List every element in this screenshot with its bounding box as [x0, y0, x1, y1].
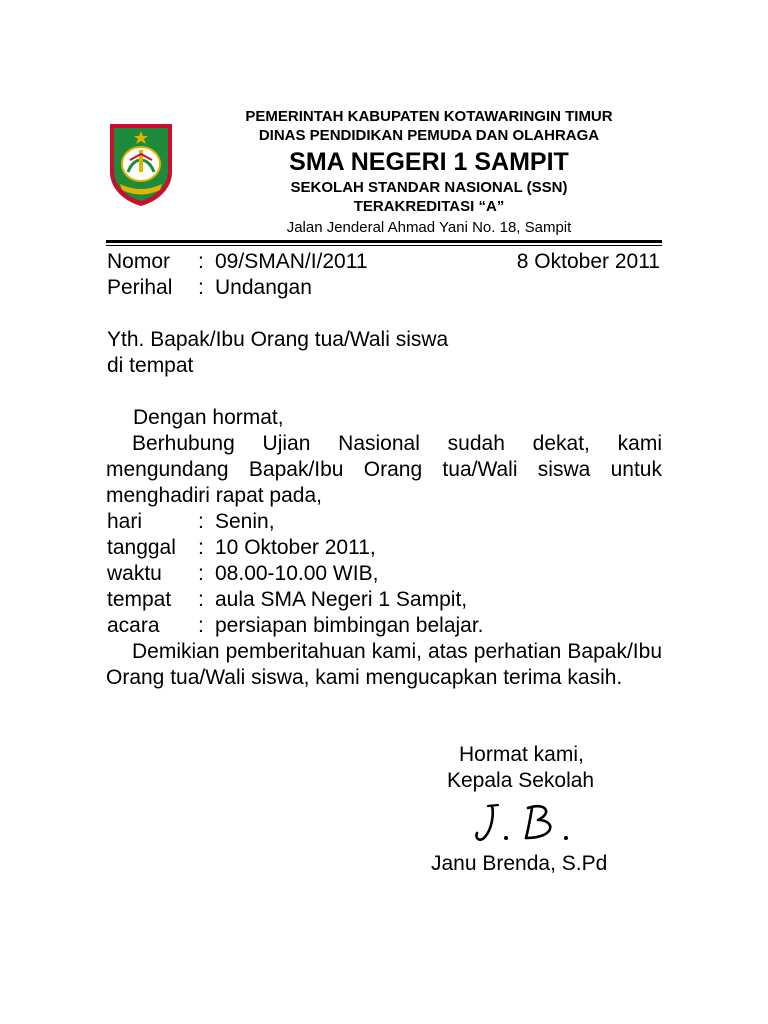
body-paragraph-1: [106, 431, 662, 509]
handwritten-signature: [470, 800, 590, 848]
nomor-label: Nomor: [107, 250, 171, 273]
regency-crest-icon: [106, 120, 176, 208]
detail-label-hari: hari: [107, 510, 143, 533]
detail-label-waktu: waktu: [107, 562, 162, 585]
accreditation: TERAKREDITASI “A”: [353, 198, 505, 215]
government-line: PEMERINTAH KABUPATEN KOTAWARINGIN TIMUR: [245, 108, 613, 125]
department-line: DINAS PENDIDIKAN PEMUDA DAN OLAHRAGA: [258, 127, 600, 144]
school-name: SMA NEGERI 1 SAMPIT: [289, 148, 569, 176]
closing-paragraph: [106, 639, 662, 691]
detail-colon: :: [198, 588, 204, 611]
regards: Hormat kami,: [459, 743, 584, 766]
perihal-label: Perihal: [107, 276, 173, 299]
nomor-value: 09/SMAN/I/2011: [215, 250, 368, 273]
school-status: SEKOLAH STANDAR NASIONAL (SSN): [290, 179, 568, 196]
detail-label-tanggal: tanggal: [107, 536, 176, 559]
letterhead-divider-thick: [106, 240, 662, 243]
detail-colon: :: [198, 562, 204, 585]
detail-colon: :: [198, 614, 204, 637]
nomor-colon: :: [198, 250, 204, 273]
detail-value-waktu: 08.00-10.00 WIB,: [215, 562, 379, 585]
detail-value-tempat: aula SMA Negeri 1 Sampit,: [215, 588, 468, 611]
perihal-colon: :: [198, 276, 204, 299]
detail-value-tanggal: 10 Oktober 2011,: [215, 536, 376, 559]
detail-value-acara: persiapan bimbingan belajar.: [215, 614, 484, 637]
body-paragraph-1-text: Berhubung Ujian Nasional sudah dekat, kami mengundang Bapak/Ibu Orang tua/Wali siswa untuk menghadiri rapat pada,: [106, 432, 662, 507]
detail-label-acara: acara: [107, 614, 160, 637]
letter-date: 8 Oktober 2011: [516, 250, 660, 273]
greeting: Dengan hormat,: [133, 406, 284, 429]
recipient-line-1: Yth. Bapak/Ibu Orang tua/Wali siswa: [107, 328, 449, 351]
letterhead: [196, 107, 662, 237]
signer-position: Kepala Sekolah: [447, 769, 595, 792]
recipient-line-2: di tempat: [107, 354, 194, 377]
perihal-value: Undangan: [215, 276, 312, 299]
detail-colon: :: [198, 536, 204, 559]
detail-colon: :: [198, 510, 204, 533]
school-address: Jalan Jenderal Ahmad Yani No. 18, Sampit: [286, 219, 572, 236]
closing-paragraph-text: Demikian pemberitahuan kami, atas perhatian Bapak/Ibu Orang tua/Wali siswa, kami mengucapkan terima kasih.: [106, 640, 662, 689]
detail-label-tempat: tempat: [107, 588, 172, 611]
letterhead-divider-thin: [106, 245, 662, 246]
signer-name: Janu Brenda, S.Pd: [431, 852, 608, 875]
detail-value-hari: Senin,: [215, 510, 275, 533]
